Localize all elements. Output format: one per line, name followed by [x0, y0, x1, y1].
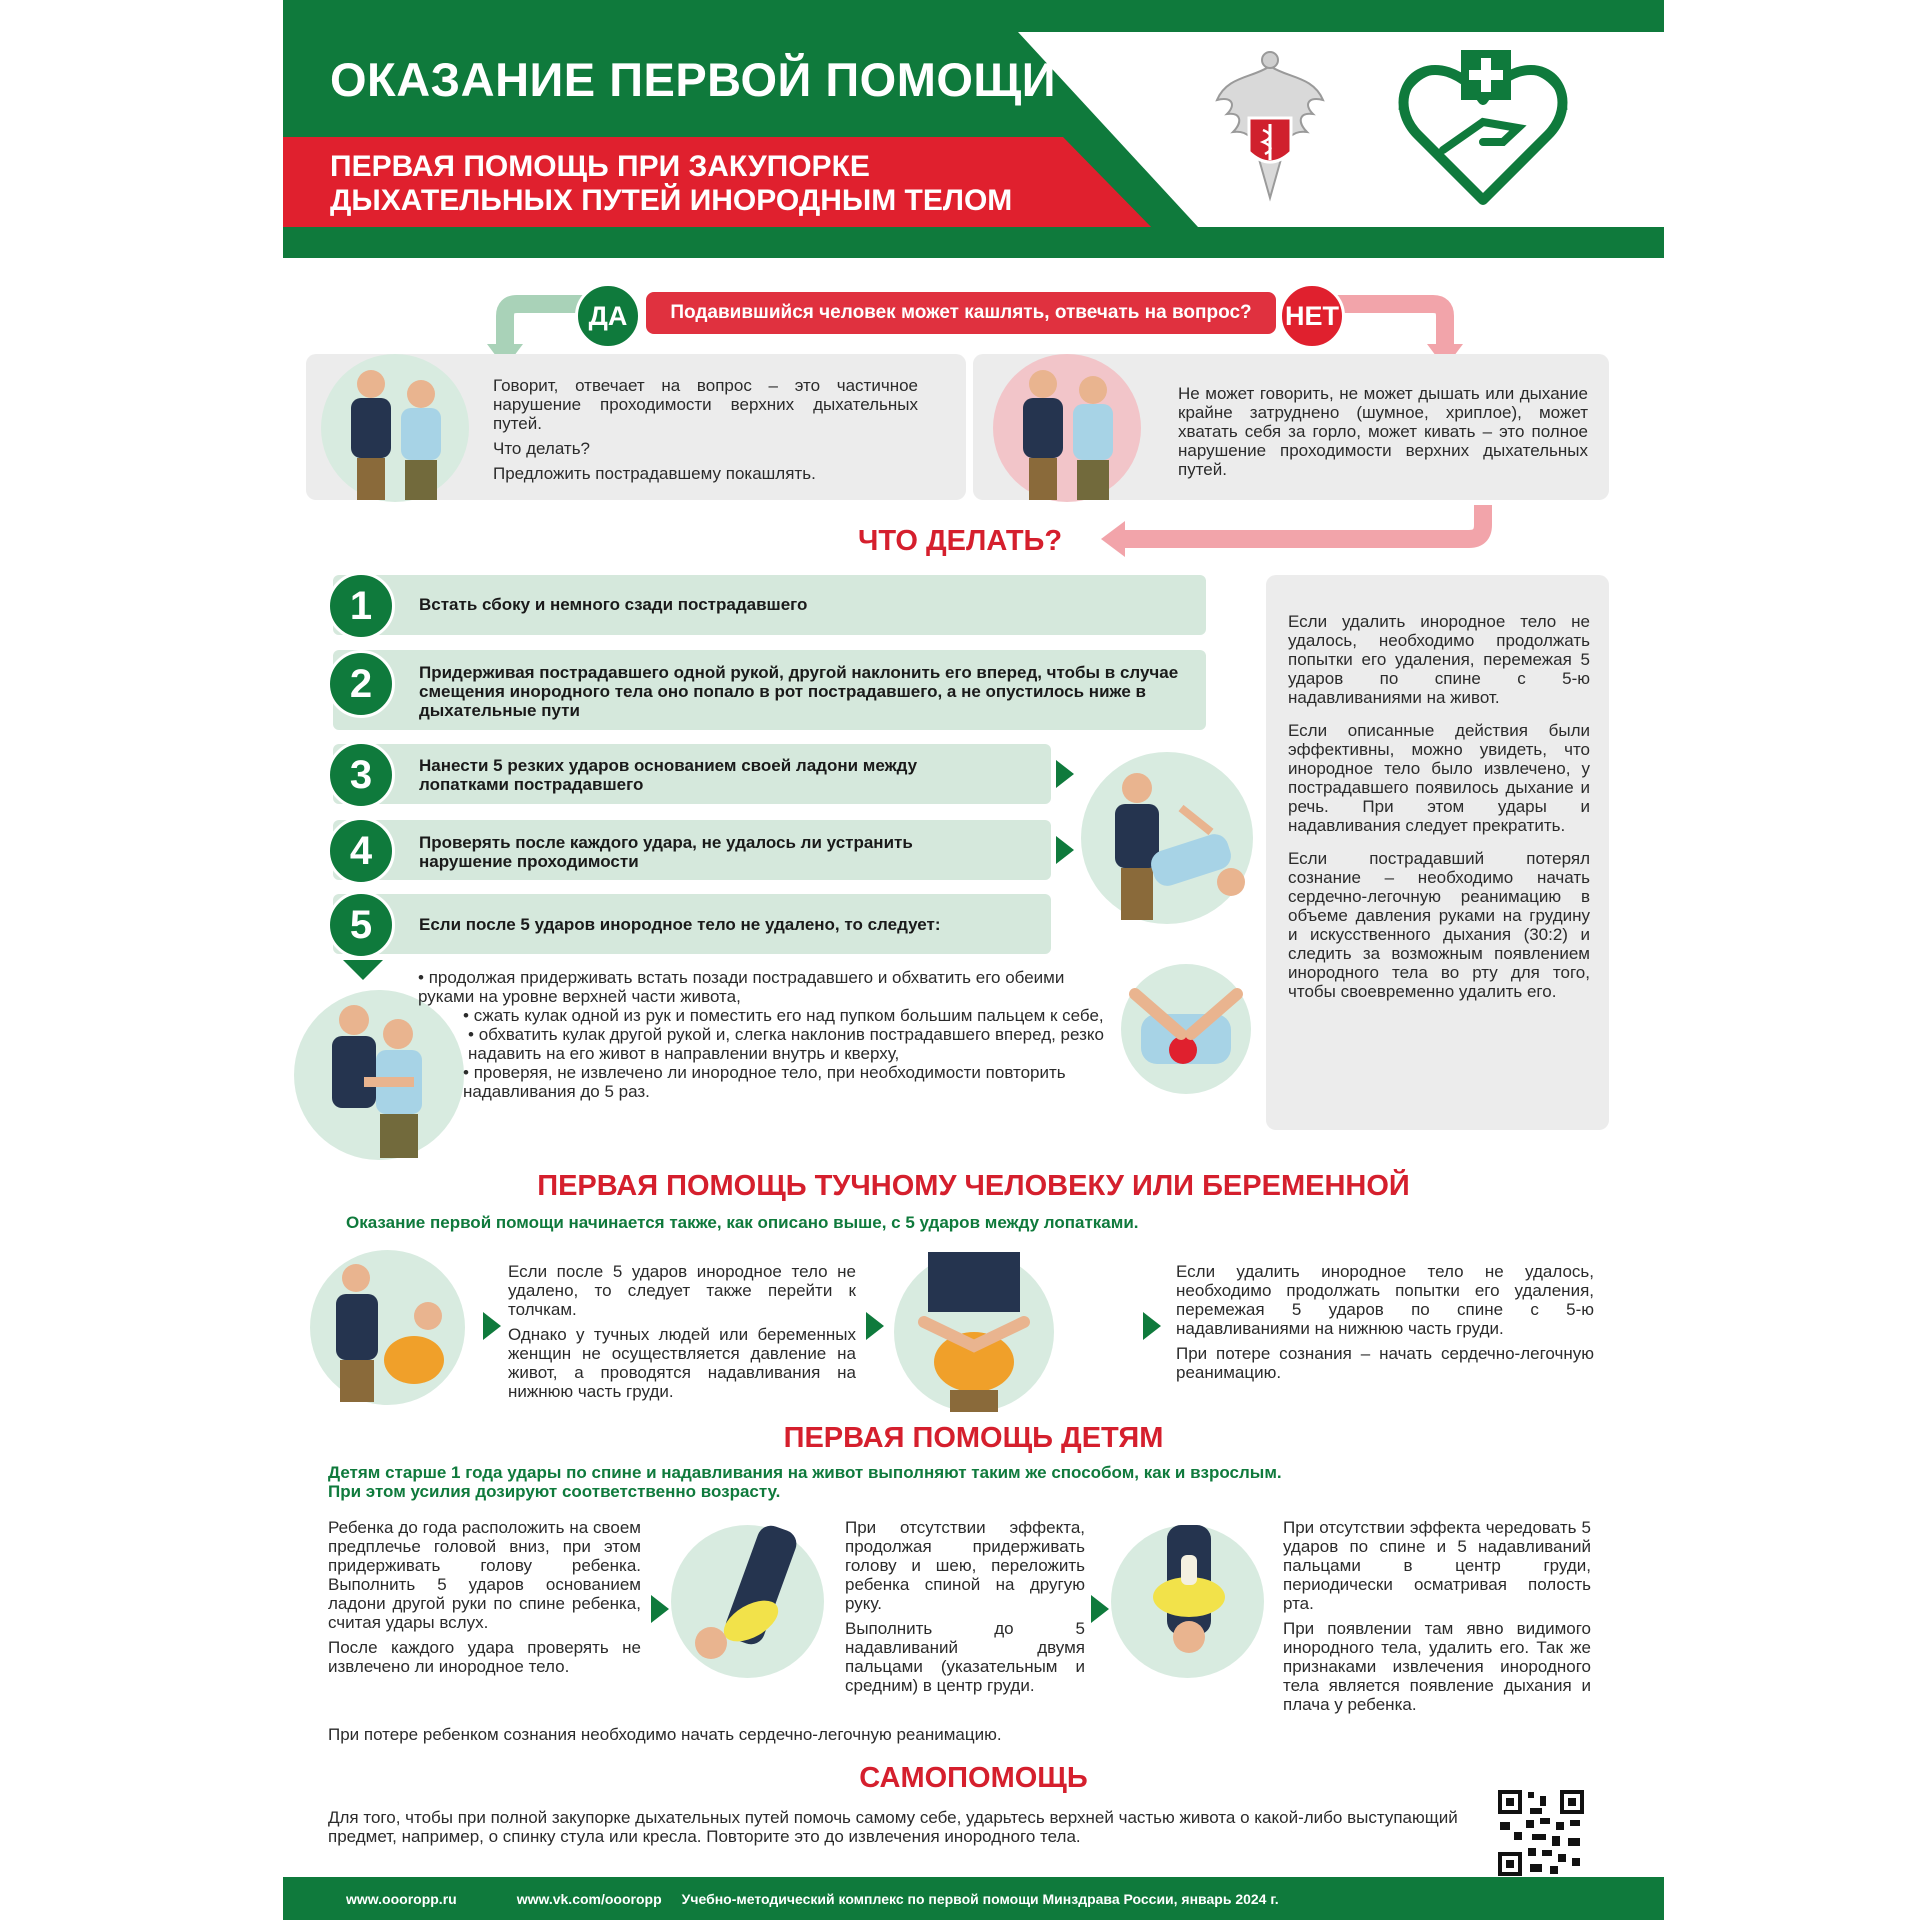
footer-site-link[interactable]: www.oooropp.ru [346, 1890, 457, 1907]
step-2-text: Придерживая пострадавшего одной рукой, другой наклонить его вперед, чтобы в случае смещения инородного тела оно попало в рот пострадавшего, а не опустилось ниже в дыхательные пути [419, 663, 1179, 720]
bullet-item: • продолжая придерживать встать позади пострадавшего и обхватить его обеими руками на уровне верхней части живота, [418, 968, 1065, 1006]
obese-section-heading: ПЕРВАЯ ПОМОЩЬ ТУЧНОМУ ЧЕЛОВЕКУ ИЛИ БЕРЕМЕННОЙ [537, 1170, 1410, 1202]
bullet-item: • проверяя, не извлечено ли инородное тело, при необходимости повторить надавливания до 5 раз. [463, 1063, 1066, 1101]
qr-code-icon [1496, 1788, 1586, 1878]
obese-text-left: Если после 5 ударов инородное тело не удалено, то следует также перейти к толчкам. Однако у тучных людей или беременных женщин не осуществляется давление на живот, а проводятся надавливания на нижнюю часть груди. [508, 1262, 856, 1401]
bullet-item: • обхватить кулак другой рукой и, слегка наклонив пострадавшего вперед, резко надавить на его живот в направлении внутрь и кверху, [468, 1025, 1104, 1063]
question-bar: Подавившийся человек может кашлять, отвечать на вопрос? [646, 292, 1276, 334]
children-section-intro: Детям старше 1 года удары по спине и надавливания на живот выполняют таким же способом, как и взрослым. При этом усилия дозируют соответственно возрасту. [328, 1463, 1282, 1501]
yes-badge: ДА [575, 283, 641, 349]
children-unconscious-note: При потере ребенком сознания необходимо начать сердечно-легочную реанимацию. [328, 1725, 1002, 1744]
children-step-3-text: При отсутствии эффекта чередовать 5 ударов по спине и 5 надавливаний пальцами в центр груди, периодически осматривая полость рта. При появлении там явно видимого инородного тела, удалить его. Так же признаками извлечения инородного тела является появление дыхания и плача у ребенка. [1283, 1518, 1591, 1714]
selfhelp-heading: САМОПОМОЩЬ [859, 1762, 1088, 1794]
play-arrow-icon [1056, 760, 1074, 788]
ministry-emblem-icon [1213, 48, 1328, 208]
fist-position-illustration [1121, 964, 1251, 1094]
footer [283, 1877, 1664, 1920]
play-arrow-icon [1143, 1312, 1161, 1340]
yes-info-text: Говорит, отвечает на вопрос – это частичное нарушение проходимости верхних дыхательных путей. Что делать? Предложить пострадавшему покашлять. [493, 376, 918, 483]
pregnant-back-blows-icon [310, 1250, 465, 1405]
step-5-text: Если после 5 ударов инородное тело не удалено, то следует: [419, 915, 941, 934]
step-4-text: Проверять после каждого удара, не удалось ли устранить нарушение проходимости [419, 833, 913, 871]
abdominal-thrust-instructions [418, 968, 1108, 1101]
footer-vk-link[interactable]: www.vk.com/oooropp [516, 1890, 662, 1907]
choking-person-illustration [993, 354, 1141, 502]
coughing-person-illustration [321, 354, 469, 502]
page-subtitle: ПЕРВАЯ ПОМОЩЬ ПРИ ЗАКУПОРКЕ ДЫХАТЕЛЬНЫХ ПУТЕЙ ИНОРОДНЫМ ТЕЛОМ [330, 150, 1013, 217]
play-arrow-icon [1091, 1595, 1109, 1623]
step-4-number: 4 [327, 817, 395, 885]
step-2-number: 2 [327, 650, 395, 718]
play-arrow-icon [483, 1312, 501, 1340]
step-1-text: Встать сбоку и немного сзади пострадавшего [419, 595, 808, 614]
play-arrow-icon [866, 1312, 884, 1340]
two-people-icon [321, 354, 469, 502]
pregnant-back-blows-illustration [310, 1250, 465, 1405]
first-aid-heart-logo-icon [1383, 50, 1583, 210]
back-blows-illustration [1081, 752, 1253, 924]
page-title: ОКАЗАНИЕ ПЕРВОЙ ПОМОЩИ [330, 53, 1057, 106]
step-3-text: Нанести 5 резких ударов основанием своей ладони между лопатками пострадавшего [419, 756, 918, 794]
infant-chest-compression-illustration [1111, 1525, 1264, 1678]
children-section-heading: ПЕРВАЯ ПОМОЩЬ ДЕТЯМ [783, 1422, 1164, 1454]
bullet-item: • сжать кулак одной из рук и поместить его над пупком большим пальцем к себе, [463, 1006, 1104, 1025]
selfhelp-text: Для того, чтобы при полной закупорке дыхательных путей помочь самому себе, ударьтесь верхней частью живота о какой-либо выступающий предмет, например, о спинку стула или кресла. Повторите это до извлечения инородного тела. [328, 1808, 1458, 1846]
play-arrow-icon [651, 1595, 669, 1623]
chest-thrust-illustration [894, 1252, 1054, 1412]
step-5-number: 5 [327, 891, 395, 959]
two-people-icon [993, 354, 1141, 502]
children-step-2-text: При отсутствии эффекта, продолжая придерживать голову и шею, переложить ребенка спиной на другую руку. Выполнить до 5 надавливаний двумя пальцами (указательным и средним) в центр груди. [845, 1518, 1085, 1695]
chest-thrust-icon [894, 1252, 1054, 1412]
step-1-number: 1 [327, 572, 395, 640]
no-info-text: Не может говорить, не может дышать или дыхание крайне затруднено (шумное, хриплое), может хватать себя за горло, может кивать – это полное нарушение проходимости верхних дыхательных путей. [1178, 384, 1588, 479]
down-arrow-icon [343, 960, 383, 980]
children-step-1-text: Ребенка до года расположить на своем предплечье головой вниз, при этом придерживать голову ребенка. Выполнить 5 ударов основанием ладони другой руки по спине ребенка, считая удары вслух. После каждого удара проверять не извлечено ли инородное тело. [328, 1518, 641, 1676]
no-badge: НЕТ [1279, 283, 1345, 349]
infant-back-blows-illustration [671, 1525, 824, 1678]
what-to-do-heading: ЧТО ДЕЛАТЬ? [858, 525, 1063, 557]
poster [283, 0, 1664, 1920]
footer-credit: Учебно-методический комплекс по первой помощи Минздрава России, январь 2024 г. [681, 1890, 1279, 1907]
back-arrow-icon [1083, 505, 1523, 563]
fist-icon [1121, 964, 1251, 1094]
obese-section-intro: Оказание первой помощи начинается также, как описано выше, с 5 ударов между лопатками. [346, 1213, 1139, 1232]
back-blows-icon [1081, 752, 1253, 924]
play-arrow-icon [1056, 836, 1074, 864]
infant-chest-compression-icon [1111, 1525, 1264, 1678]
header-bottom-stripe [283, 227, 1664, 258]
side-info-text: Если удалить инородное тело не удалось, необходимо продолжать попытки его удаления, перемежая 5 ударов по спине с 5-ю надавливаниями на живот. Если описанные действия были эффективны, можно увидеть, что инородное тело было извлечено, у пострадавшего появилось дыхание и речь. При этом удары и надавливания следует прекратить. Если пострадавший потерял сознание – необходимо начать сердечно-легочную реанимацию в объеме давления руками на грудину и искусственного дыхания (30:2) и следить за возможным появлением инородного тела во рту для того, чтобы своевременно удалить его. [1288, 612, 1590, 1001]
infant-back-blows-icon [671, 1525, 824, 1678]
step-3-number: 3 [327, 741, 395, 809]
obese-text-right: Если удалить инородное тело не удалось, необходимо продолжать попытки его удаления, перемежая 5 ударов по спине с 5-ю надавливаниями на нижнюю часть груди. При потере сознания – начать сердечно-легочную реанимацию. [1176, 1262, 1594, 1382]
